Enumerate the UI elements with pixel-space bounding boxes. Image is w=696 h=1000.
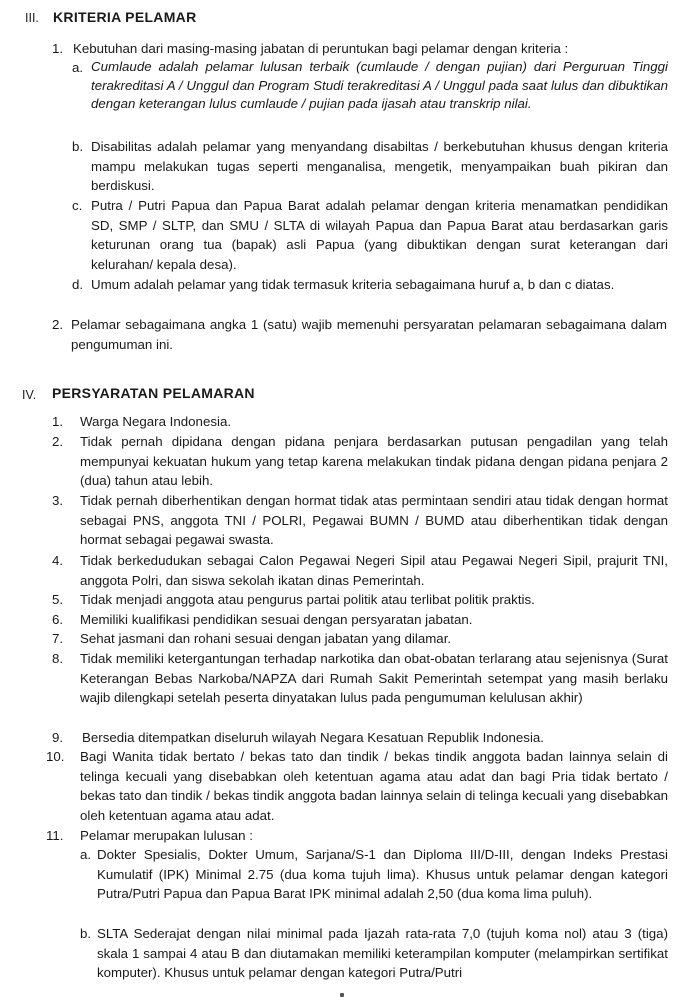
s4-item-11a [80, 845, 668, 904]
section-4-title: PERSYARATAN PELAMARAN [52, 385, 255, 401]
s4-item-4 [52, 551, 668, 590]
s3-item-2-text: Pelamar sebagaimana angka 1 (satu) wajib memenuhi persyaratan pelamaran sebagaimana dalam pengumuman ini. [71, 317, 667, 352]
s3-item-1c-text: Putra / Putri Papua dan Papua Barat adalah pelamar dengan kriteria menamatkan pendidikan SD, SMP / SLTP, dan SMU / SLTA di wilayah Papua dan Papua Barat atau berdasarkan garis keturunan orang tua (bapak) asli Papua (yang dibuktikan dengan surat keterangan dari kelurahan/ kepala desa). [91, 198, 668, 272]
s3-item-1d [72, 275, 668, 295]
s3-item-1a [72, 58, 668, 114]
page-mark [340, 993, 344, 997]
s3-item-1-text: Kebutuhan dari masing-masing jabatan di peruntukan bagi pelamar dengan kriteria : [73, 41, 569, 56]
s3-item-1a-letter: a. [72, 60, 84, 75]
s4-item-9 [52, 728, 668, 748]
s4-item-4-number: 4. [52, 553, 64, 568]
s4-item-10-text: Bagi Wanita tidak bertato / bekas tato dan tindik / bekas tindik anggota badan lainnya selain di telinga kecuali yang disebabkan oleh ketentuan agama atau adat dan bagi Pria tidak bertato / bekas tato dan tindik / bekas tindik anggota badan lainnya selain di telinga kecuali yang disebabkan oleh ketentuan agama atau adat. [80, 749, 668, 823]
s4-item-10-number: 10. [46, 749, 65, 764]
s4-item-5-text: Tidak menjadi anggota atau pengurus partai politik atau terlibat politik praktis. [80, 592, 535, 607]
s3-item-1 [52, 39, 667, 59]
s4-item-6-number: 6. [52, 612, 64, 627]
s4-item-11a-text: Dokter Spesialis, Dokter Umum, Sarjana/S-1 dan Diploma III/D-III, dengan Indeks Prestasi Kumulatif (IPK) Minimal 2.75 (dua koma tujuh lima). Khusus untuk pelamar dengan kategori Putra/Putri Papua dan Papua Barat IPK minimal adalah 2,50 (dua koma lima puluh). [97, 847, 668, 902]
s4-item-8 [52, 649, 668, 708]
s3-item-1c-letter: c. [72, 198, 83, 213]
s4-item-1 [52, 412, 668, 432]
s4-item-2-number: 2. [52, 434, 64, 449]
s3-item-1b-text: Disabilitas adalah pelamar yang menyandang disabiltas / berkebutuhan khusus dengan kriteria mampu melakukan tugas seperti menganalisa, mengetik, menyampaikan buah pikiran dan berdiskusi. [91, 139, 668, 194]
s4-item-7-number: 7. [52, 631, 64, 646]
s4-item-6-text: Memiliki kualifikasi pendidikan sesuai dengan persyaratan jabatan. [80, 612, 473, 627]
section-4-number: IV. [22, 388, 37, 402]
section-3-number: III. [25, 11, 39, 25]
s4-item-6 [52, 610, 668, 630]
s3-item-2 [52, 315, 667, 354]
s4-item-8-number: 8. [52, 651, 64, 666]
s3-item-1d-text: Umum adalah pelamar yang tidak termasuk kriteria sebagaimana huruf a, b dan c diatas. [91, 277, 615, 292]
s4-item-1-number: 1. [52, 414, 64, 429]
s4-item-11b [80, 924, 668, 983]
s4-item-11-text: Pelamar merupakan lulusan : [80, 828, 253, 843]
s4-item-3-text: Tidak pernah diberhentikan dengan hormat tidak atas permintaan sendiri atau tidak dengan hormat sebagai PNS, anggota TNI / POLRI, Pegawai BUMN / BUMD atau diberhentikan tidak dengan hormat sebagai pegawai swasta. [80, 493, 668, 548]
s4-item-5-number: 5. [52, 592, 64, 607]
s4-item-10 [46, 747, 668, 825]
s4-item-4-text: Tidak berkedudukan sebagai Calon Pegawai Negeri Sipil atau Pegawai Negeri Sipil, prajurit TNI, anggota Polri, dan siswa sekolah ikatan dinas Pemerintah. [80, 553, 668, 588]
s4-item-11b-letter: b. [80, 926, 92, 941]
s4-item-3 [52, 491, 668, 550]
s4-item-9-number: 9. [52, 730, 64, 745]
s3-item-1b-letter: b. [72, 139, 84, 154]
s3-item-1a-text: Cumlaude adalah pelamar lulusan terbaik (cumlaude / dengan pujian) dari Perguruan Tinggi terakreditasi A / Unggul dan Program Studi terakreditasi A / Unggul pada saat lulus dan dibuktikan dengan keterangan lulus cumlaude / pujian pada ijasah atau transkrip nilai. [91, 59, 668, 112]
s3-item-1d-letter: d. [72, 277, 84, 292]
s3-item-1-number: 1. [52, 41, 64, 56]
s4-item-5 [52, 590, 668, 610]
s4-item-9-text: Bersedia ditempatkan diseluruh wilayah Negara Kesatuan Republik Indonesia. [82, 730, 544, 745]
section-3-title: KRITERIA PELAMAR [53, 9, 197, 25]
s4-item-1-text: Warga Negara Indonesia. [80, 414, 232, 429]
s3-item-1b [72, 137, 668, 196]
s3-item-2-number: 2. [52, 317, 64, 332]
s4-item-3-number: 3. [52, 493, 64, 508]
s4-item-8-text: Tidak memiliki ketergantungan terhadap narkotika dan obat-obatan terlarang atau sejenisnya (Surat Keterangan Bebas Narkoba/NAPZA dari Rumah Sakit Pemerintah setempat yang masih berlaku wajib dilengkapi setelah peserta dinyatakan lulus pada pengumuman kelulusan akhir) [80, 651, 668, 706]
s4-item-11-number: 11. [46, 828, 64, 843]
s4-item-2-text: Tidak pernah dipidana dengan pidana penjara berdasarkan putusan pengadilan yang telah mempunyai kekuatan hukum yang tetap karena melakukan tindak pidana dengan pidana penjara 2 (dua) tahun atau lebih. [80, 434, 668, 489]
s4-item-11b-text: SLTA Sederajat dengan nilai minimal pada Ijazah rata-rata 7,0 (tujuh koma nol) atau 3 (tiga) skala 1 sampai 4 atau B dan diutamakan memiliki keterampilan komputer (melampirkan sertifikat komputer). Khusus untuk pelamar dengan kategori Putra/Putri [97, 926, 668, 981]
s4-item-2 [52, 432, 668, 491]
s4-item-11a-letter: a. [80, 847, 92, 862]
s4-item-11 [46, 826, 668, 846]
s4-item-7 [52, 629, 668, 649]
s3-item-1c [72, 196, 668, 274]
s4-item-7-text: Sehat jasmani dan rohani sesuai dengan jabatan yang dilamar. [80, 631, 452, 646]
